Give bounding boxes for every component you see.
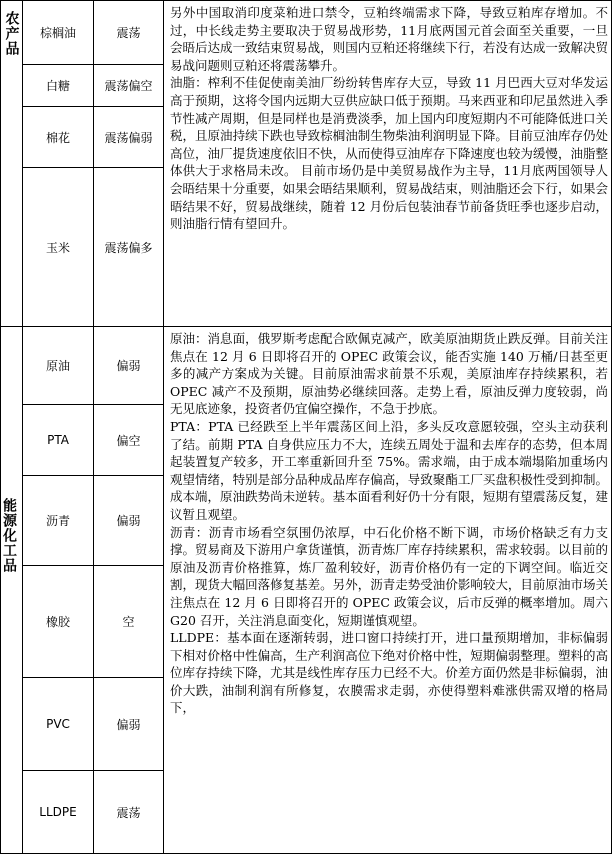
product-name: LLDPE <box>39 805 77 819</box>
category-label: 农产品 <box>3 10 20 56</box>
product-view: 震荡 <box>116 805 141 820</box>
product-name: 白糖 <box>45 79 70 93</box>
product-view: 震荡偏多 <box>104 240 153 255</box>
product-view: 偏弱 <box>116 359 141 373</box>
analysis-paragraph: 原油：消息面，俄罗斯考虑配合欧佩克减产，欧美原油期货止跌反弹。目前关注焦点在 12 月 6 日即将召开的 OPEC 政策会议，能否实施 140 万桶/日甚至更多的减产方案成为关键。目前原油需求前景不乐观，美原油库存持续累积，若 OPEC 减产不及预期，原油势必继续回落。走势上看，原油反弹力度较弱，尚无见底迹象，投资者仍宜偏空操作，不急于抄底。 <box>170 331 608 417</box>
product-view: 震荡偏弱 <box>104 130 153 145</box>
analysis-paragraph: 油脂：榨利不佳促使南美油厂纷纷转售库存大豆，导致 11 月巴西大豆对华发运高于预期，这将令国内远期大豆供应缺口低于预期。马来西亚和印尼虽然进入季节性减产周期，但是同样也是消费淡季，加上国内印度短期内不可能降低进口关税，且原油持续下跌也导致棕榈油制生物柴油利润明显下降。目前豆油库存仍处高位，油厂提货速度依旧不快，从而使得豆油库存下降速度也较为缓慢，油脂整体供大于求格局未改。 目前市场仍是中美贸易战作为主导，11月底两国领导人会晤结果十分重要，如果会晤结果顺利，贸易战结束，则油脂还会下行，如果会晤结果不好，贸易战继续，随着 12 月份后包装油春节前备货旺季也逐步启动，则油脂行情有望回升。 <box>170 75 608 232</box>
product-view: 偏弱 <box>116 514 141 528</box>
product-view: 偏空 <box>116 433 141 448</box>
product-name: 沥青 <box>45 514 70 528</box>
product-name: 玉米 <box>45 240 70 255</box>
analysis-text-agri <box>170 4 608 326</box>
product-name: PVC <box>46 717 70 731</box>
product-name: PTA <box>47 433 69 447</box>
analysis-paragraph: PTA：PTA 已经跌至上半年震荡区间上沿，多头反攻意愿较强，空头主动获利了结。前期 PTA 自身供应压力不大，连续五周处于温和去库存的态势，但本周起装置复产较多，开工率重新回升至 75%。需求端，由于成本端塌陷加重场内观望情绪，特别是部分品种成品库存偏高，导致聚酯工厂买盘积极性受到抑制。成本端，原油跌势尚未逆转。基本面看利好仍十分有限，短期有望震荡反复，建议暂且观望。 <box>170 418 608 522</box>
col-divider-3 <box>163 0 164 854</box>
analysis-paragraph: LLDPE：基本面在逐渐转弱，进口窗口持续打开，进口量预期增加，非标偏弱下相对价格中性偏高，生产利润高位下绝对价格中性，短期偏弱整理。塑料的高位库存持续下降，尤其是线性库存压力已经不大。价差方面仍然是非标偏弱，油价大跌，油制利润有所修复，农膜需求走弱，亦使得塑料难涨供需双增的格局下， <box>170 630 608 716</box>
product-view: 震荡偏空 <box>104 79 153 93</box>
analysis-paragraph: 沥青：沥青市场看空氛围仍浓厚，中石化价格不断下调，市场价格缺乏有力支撑。贸易商及下游用户拿货谨慎，沥青炼厂库存持续累积，需求较弱。以目前的原油及沥青价格推算，炼厂盈利较好，沥青价格仍有一定的下调空间。临近交割，现货大幅回落修复基差。另外，沥青走势受油价影响较大，目前原油市场关注焦点在 12 月 6 日即将召开的 OPEC 政策会议，后市反弹的概率增加。周六 G20 召开，关注消息面变化，短期谨慎观望。 <box>170 524 608 628</box>
product-view: 震荡 <box>116 26 141 40</box>
product-name: 棉花 <box>45 130 70 145</box>
analysis-paragraph: 另外中国取消印度菜粕进口禁令，豆粕终端需求下降，导致豆粕库存增加。不过，中长线走势主要取决于贸易战形势，11月底两国元首会面至关重要，一旦会晤后达成一致结束贸易战，则国内豆粕还将继续下行，若没有达成一致解决贸易战问题则豆粕还将震荡攀升。 <box>170 5 608 73</box>
product-name: 原油 <box>45 359 70 373</box>
table-border-right <box>611 0 612 854</box>
category-label: 能源化工品 <box>1 497 17 573</box>
product-view: 偏弱 <box>116 717 141 732</box>
product-view: 空 <box>122 615 135 629</box>
analysis-text-energy <box>170 330 608 852</box>
product-name: 橡胶 <box>45 615 70 629</box>
product-name: 棕榈油 <box>39 26 76 40</box>
